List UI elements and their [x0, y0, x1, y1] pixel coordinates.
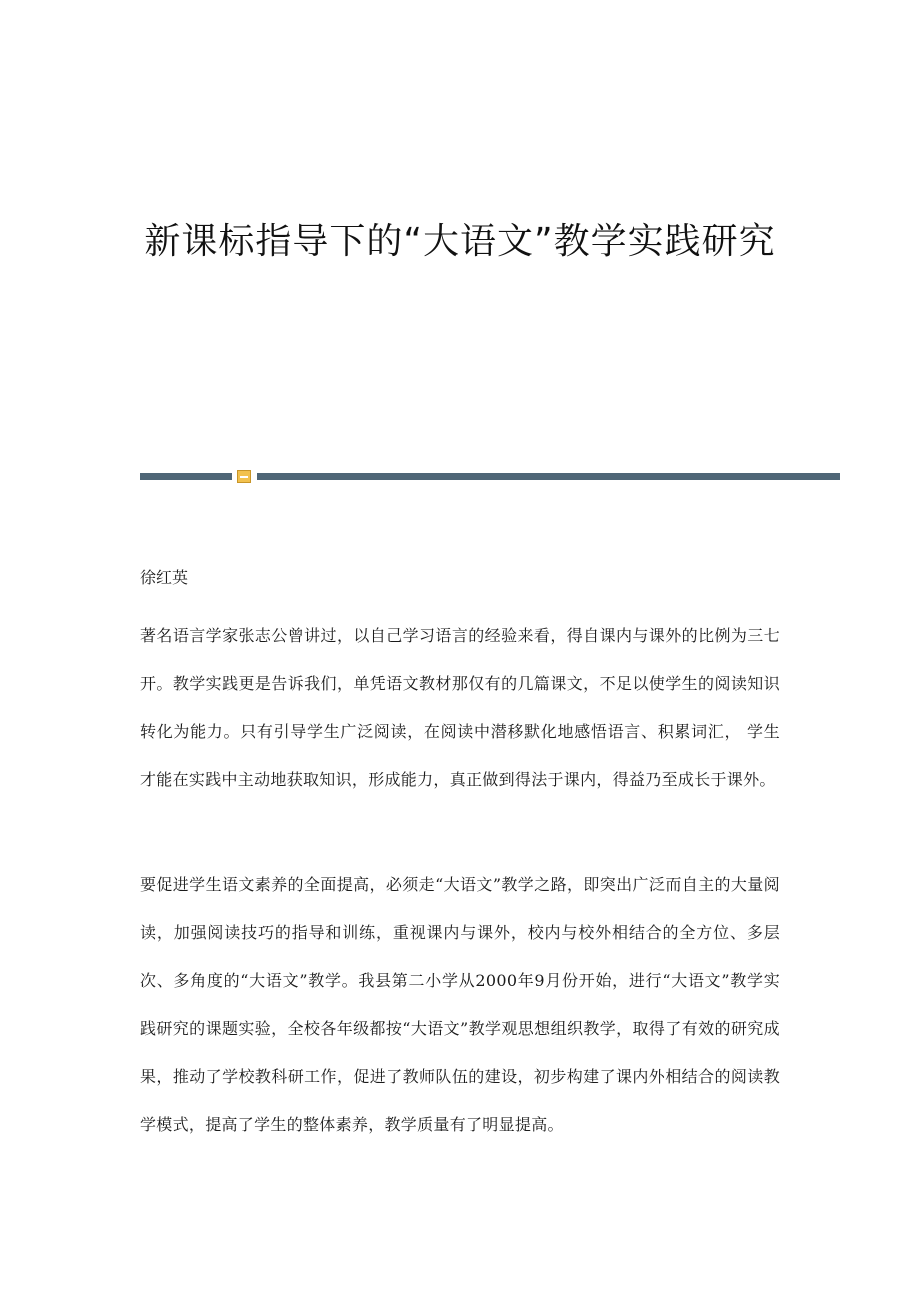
author-name: 徐红英	[140, 568, 189, 587]
body-paragraph-2: 要促进学生语文素养的全面提高，必须走“大语文”教学之路，即突出广泛而自主的大量阅读，加强阅读技巧的指导和训练，重视课内与课外，校内与校外相结合的全方位、多层次、多角度的“大语文”教学。我县第二小学从2000年9月份开始，进行“大语文”教学实践研究的课题实验，全校各年级都按“大语文”教学观思想组织教学，取得了有效的研究成果，推动了学校教科研工作，促进了教师队伍的建设，初步构建了课内外相结合的阅读教学模式，提高了学生的整体素养，教学质量有了明显提高。	[140, 875, 780, 1134]
body-paragraph-1: 著名语言学家张志公曾讲过，以自己学习语言的经验来看，得自课内与课外的比例为三七开。教学实践更是告诉我们，单凭语文教材那仅有的几篇课文，不足以使学生的阅读知识转化为能力。只有引导学生广泛阅读，在阅读中潜移默化地感悟语言、积累词汇， 学生才能在实践中主动地获取知识，形成能力，真正做到得法于课内，得益乃至成长于课外。	[140, 626, 780, 789]
divider-bar-right	[257, 473, 840, 480]
envelope-icon	[237, 470, 251, 483]
title-divider	[140, 470, 840, 484]
divider-bar-left	[140, 473, 232, 480]
document-title: 新课标指导下的“大语文”教学实践研究	[144, 221, 776, 262]
